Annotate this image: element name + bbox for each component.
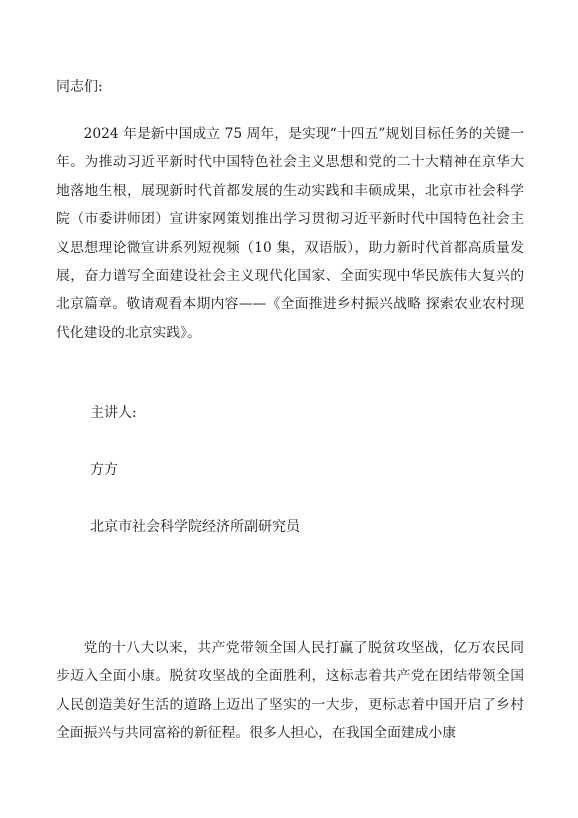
greeting: 同志们: [56,79,103,95]
speaker-name: 方方 [90,462,118,478]
intro-paragraph: 2024 年是新中国成立 75 周年，是实现“十四五”规划目标任务的关键一年。为推动习近平新时代中国特色社会主义思想和党的二十大精神在京华大地落地生根，展现新时代首都发展的生动实践和丰硕成果，北京市社会科学院（市委讲师团）宣讲家网策划推出学习贯彻习近平新时代中国特色社会主义思想理论微宣讲系列短视频（10 集，双语版），助力新时代首都高质量发展，奋力谱写全面建设社会主义现代化国家、全面实现中华民族伟大复兴的北京篇章。敬请观看本期内容——《全面推进乡村振兴战略 探索农业农村现代化建设的北京实践》。 [56,126,524,341]
body-paragraph: 党的十八大以来，共产党带领全国人民打赢了脱贫攻坚战，亿万农民同步迈入全面小康。脱贫攻坚战的全面胜利，这标志着共产党在团结带领全国人民创造美好生活的道路上迈出了坚实的一大步，更标志着中国开启了乡村全面振兴与共同富裕的新征程。很多人担心，在我国全面建成小康 [56,640,524,742]
speaker-title: 北京市社会科学院经济所副研究员 [90,519,300,535]
speaker-label: 主讲人: [90,405,137,421]
